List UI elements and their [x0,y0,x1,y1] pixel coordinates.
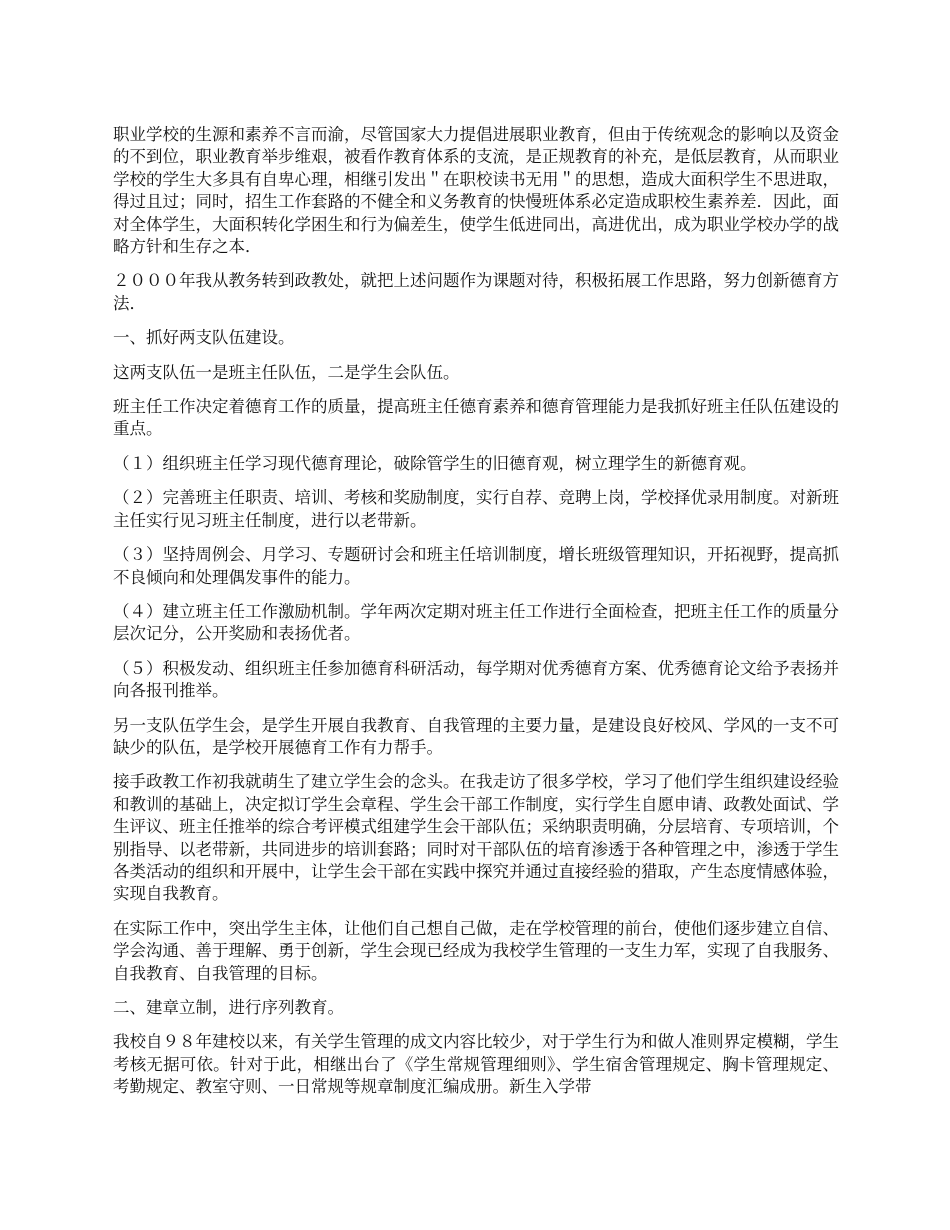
paragraph-union-founding: 接手政教工作初我就萌生了建立学生会的念头。在我走访了很多学校，学习了他们学生组织建设经验和教训的基础上，决定拟订学生会章程、学生会干部工作制度，实行学生自愿申请、政教处面试、学生评议、班主任推举的综合考评模式组建学生会干部队伍；采纳职责明确，分层培育、专项培训，个别指导、以老带新，共同进步的培训套路；同时对干部队伍的培育渗透于各种管理之中，渗透于学生各类活动的组织和开展中，让学生会干部在实践中探究并通过直接经验的猎取，产生态度情感体验，实现自我教育。 [113,772,839,904]
paragraph-practice: 在实际工作中，突出学生主体，让他们自己想自己做，走在学校管理的前台，使他们逐步建立自信、学会沟通、善于理解、勇于创新，学生会现已经成为我校学生管理的一支生力军，实现了自我服务、自我教育、自我管理的目标。 [113,918,839,983]
paragraph-two-teams: 这两支队伍一是班主任队伍，二是学生会队伍。 [113,362,460,382]
section-heading-2: 二、建章立制，进行序列教育。 [113,998,344,1017]
section-heading-1: 一、抓好两支队伍建设。 [113,328,295,348]
paragraph-student-union: 另一支队伍学生会，是学生开展自我教育、自我管理的主要力量，是建设良好校风、学风的一支不可缺少的队伍，是学校开展德育工作有力帮手。 [113,715,839,757]
list-item-2: （２）完善班主任职责、培训、考核和奖励制度，实行自荐、竞聘上岗，学校择优录用制度。对新班主任实行见习班主任制度，进行以老带新。 [113,488,839,530]
paragraph-head-teacher: 班主任工作决定着德育工作的质量，提高班主任德育素养和德育管理能力是我抓好班主任队伍建设的重点。 [113,397,839,439]
list-item-5: （５）积极发动、组织班主任参加德育科研活动，每学期对优秀德育方案、优秀德育论文给予表扬并向各报刊推举。 [113,658,839,701]
paragraph-regulations: 我校自９８年建校以来，有关学生管理的成文内容比较少，对于学生行为和做人准则界定模糊，学生考核无据可依。针对于此，相继出台了《学生常规管理细则》、学生宿舍管理规定、胸卡管理规定、考勤规定、教室守则、一日常规等规章制度汇编成册。新生入学带 [113,1032,839,1097]
list-item-1: （１）组织班主任学习现代德育理论，破除管学生的旧德育观，树立理学生的新德育观。 [113,453,757,473]
document-body [113,124,839,1111]
list-item-4: （４）建立班主任工作激励机制。学年两次定期对班主任工作进行全面检查，把班主任工作的质量分层次记分，公开奖励和表扬优者。 [113,601,839,644]
list-item-3: （３）坚持周例会、月学习、专题研讨会和班主任培训制度，增长班级管理知识，开拓视野，提高抓不良倾向和处理偶发事件的能力。 [113,545,839,587]
paragraph-2000: ２０００年我从教务转到政教处，就把上述问题作为课题对待，积极拓展工作思路，努力创新德育方法． [113,271,839,313]
paragraph-intro: 职业学校的生源和素养不言而渝，尽管国家大力提倡进展职业教育，但由于传统观念的影响以及资金的不到位，职业教育举步维艰，被看作教育体系的支流，是正规教育的补充，是低层教育，从而职业学校的学生大多具有自卑心理，相继引发出＂在职校读书无用＂的思想，造成大面积学生不思进取，得过且过；同时，招生工作套路的不健全和义务教育的快慢班体系必定造成职校生素养差．因此，面对全体学生，大面积转化学困生和行为偏差生，使学生低进同出，高进优出，成为职业学校办学的战略方针和生存之本． [113,125,839,257]
